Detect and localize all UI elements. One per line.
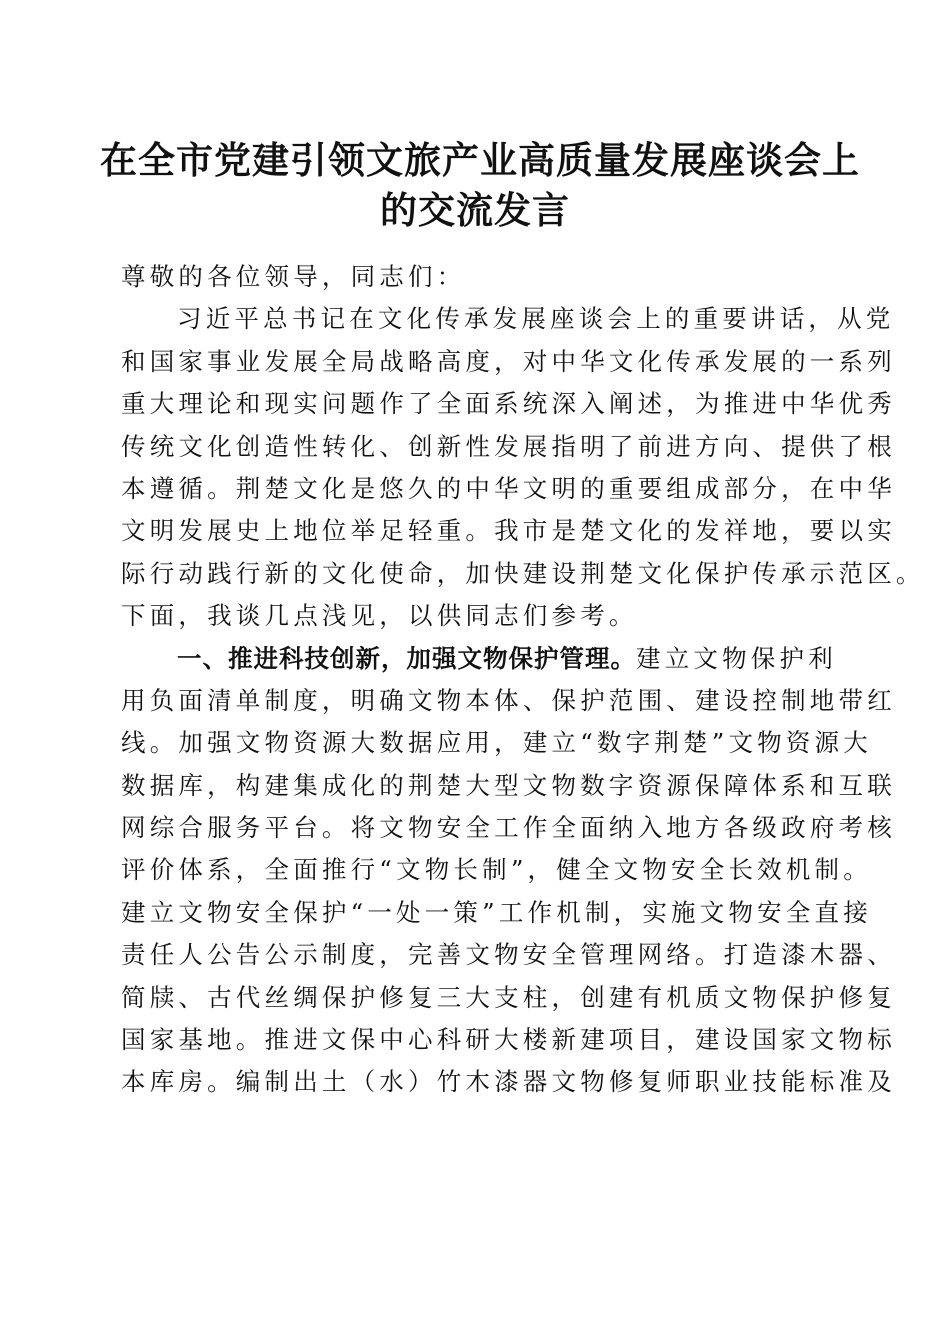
paragraph-line: 习近平总书记在文化传承发展座谈会上的重要讲话，从党 (177, 304, 895, 334)
paragraph-line: 国家基地。推进文保中心科研大楼新建项目，建设国家文物标 (121, 1025, 896, 1055)
paragraph-line: 用负面清单制度，明确文物本体、保护范围、建设控制地带红 (121, 685, 896, 715)
document-title (100, 135, 860, 235)
paragraph-line: 重大理论和现实问题作了全面系统深入阐述，为推进中华优秀 (121, 389, 896, 419)
paragraph-line: 评价体系，全面推行“文物长制”，健全文物安全长效机制。 (121, 855, 872, 885)
paragraph-line: 下面，我谈几点浅见，以供同志们参考。 (121, 601, 638, 631)
document-body (121, 256, 925, 1104)
paragraph-line: 文明发展史上地位举足轻重。我市是楚文化的发祥地，要以实 (121, 516, 896, 546)
paragraph-line: 建立文物安全保护“一处一策”工作机制，实施文物安全直接 (121, 897, 872, 927)
paragraph-line: 网综合服务平台。将文物安全工作全面纳入地方各级政府考核 (121, 813, 896, 843)
section-1-paragraph (121, 638, 896, 1104)
title-line-2: 的交流发言 (380, 188, 570, 232)
paragraph-line: 和国家事业发展全局战略高度，对中华文化传承发展的一系列 (121, 346, 896, 376)
section-1-heading: 一、推进科技创新，加强文物保护管理。 (177, 643, 636, 673)
paragraph-line: 简牍、古代丝绸保护修复三大支柱，创建有机质文物保护修复 (121, 982, 896, 1012)
paragraph-line: 数据库，构建集成化的荆楚大型文物数字资源保障体系和互联 (121, 770, 896, 800)
intro-paragraph (121, 298, 925, 637)
paragraph-line: 本遵循。荆楚文化是悠久的中华文明的重要组成部分，在中华 (121, 473, 896, 503)
title-line-1: 在全市党建引领文旅产业高质量发展座谈会上 (100, 138, 860, 182)
paragraph-line: 际行动践行新的文化使命，加快建设荆楚文化保护传承示范区。 (121, 558, 925, 588)
paragraph-line: 传统文化创造性转化、创新性发展指明了前进方向、提供了根 (121, 431, 896, 461)
paragraph-line: 本库房。编制出土（水）竹木漆器文物修复师职业技能标准及 (121, 1067, 896, 1097)
paragraph-line: 线。加强文物资源大数据应用，建立“数字荆楚”文物资源大 (121, 728, 872, 758)
paragraph-line: 责任人公告公示制度，完善文物安全管理网络。打造漆木器、 (121, 940, 896, 970)
section-1-first-line (121, 638, 837, 680)
section-1-first-line-text: 建立文物保护利 (636, 643, 837, 673)
salutation: 尊敬的各位领导，同志们： (121, 262, 466, 291)
